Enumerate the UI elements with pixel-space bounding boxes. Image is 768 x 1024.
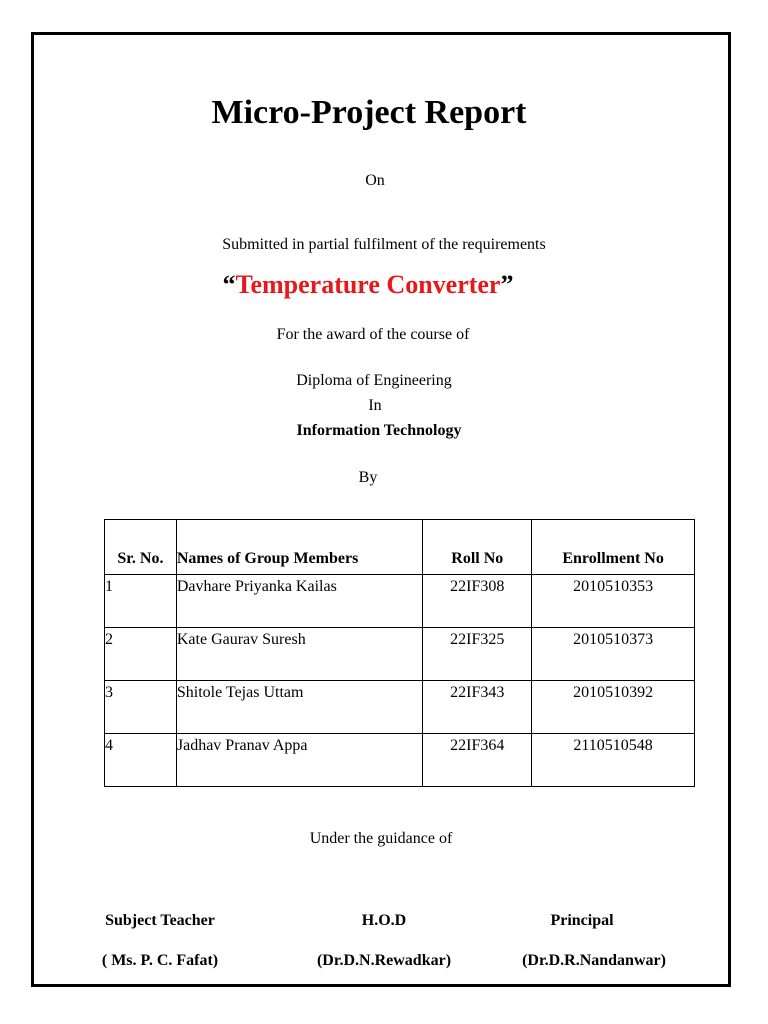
header-sr-no: Sr. No.: [105, 520, 177, 575]
table-row: [105, 628, 695, 681]
by-text: By: [358, 469, 378, 486]
cell-roll-no: 22IF308: [423, 575, 532, 628]
cell-enrollment-no: 2010510392: [532, 681, 695, 734]
table-row: [105, 575, 695, 628]
report-title: Micro-Project Report: [211, 94, 527, 131]
award-text: For the award of the course of: [276, 326, 470, 343]
header-name: Names of Group Members: [176, 520, 423, 575]
table-header-row: [105, 520, 695, 575]
submitted-text: Submitted in partial fulfilment of the requirements: [222, 236, 546, 253]
cell-enrollment-no: 2010510353: [532, 575, 695, 628]
project-name: Temperature Converter: [235, 270, 501, 299]
project-title: [0, 270, 736, 300]
table-row: [105, 734, 695, 787]
close-quote: ”: [500, 270, 514, 299]
principal-role: Principal: [550, 912, 614, 929]
branch-text: Information Technology: [296, 422, 462, 439]
diploma-text: Diploma of Engineering: [296, 372, 452, 389]
hod-role: H.O.D: [361, 912, 407, 929]
cell-roll-no: 22IF325: [423, 628, 532, 681]
cell-sr-no: 2: [105, 628, 177, 681]
on-label: On: [365, 172, 385, 189]
guidance-text: Under the guidance of: [309, 830, 453, 847]
cell-enrollment-no: 2010510373: [532, 628, 695, 681]
group-members-table: [104, 519, 695, 787]
subject-teacher-role: Subject Teacher: [105, 912, 215, 929]
open-quote: “: [222, 270, 236, 299]
cell-name: Kate Gaurav Suresh: [176, 628, 423, 681]
cell-name: Davhare Priyanka Kailas: [176, 575, 423, 628]
cell-enrollment-no: 2110510548: [532, 734, 695, 787]
subject-teacher-name: ( Ms. P. C. Fafat): [101, 952, 219, 969]
header-enrollment-no: Enrollment No: [532, 520, 695, 575]
header-roll-no: Roll No: [423, 520, 532, 575]
in-text: In: [368, 397, 382, 414]
cell-sr-no: 1: [105, 575, 177, 628]
principal-name: (Dr.D.R.Nandanwar): [522, 952, 666, 969]
table-row: [105, 681, 695, 734]
cell-sr-no: 3: [105, 681, 177, 734]
cell-roll-no: 22IF343: [423, 681, 532, 734]
cell-sr-no: 4: [105, 734, 177, 787]
cell-roll-no: 22IF364: [423, 734, 532, 787]
hod-name: (Dr.D.N.Rewadkar): [316, 952, 452, 969]
cell-name: Shitole Tejas Uttam: [176, 681, 423, 734]
cell-name: Jadhav Pranav Appa: [176, 734, 423, 787]
